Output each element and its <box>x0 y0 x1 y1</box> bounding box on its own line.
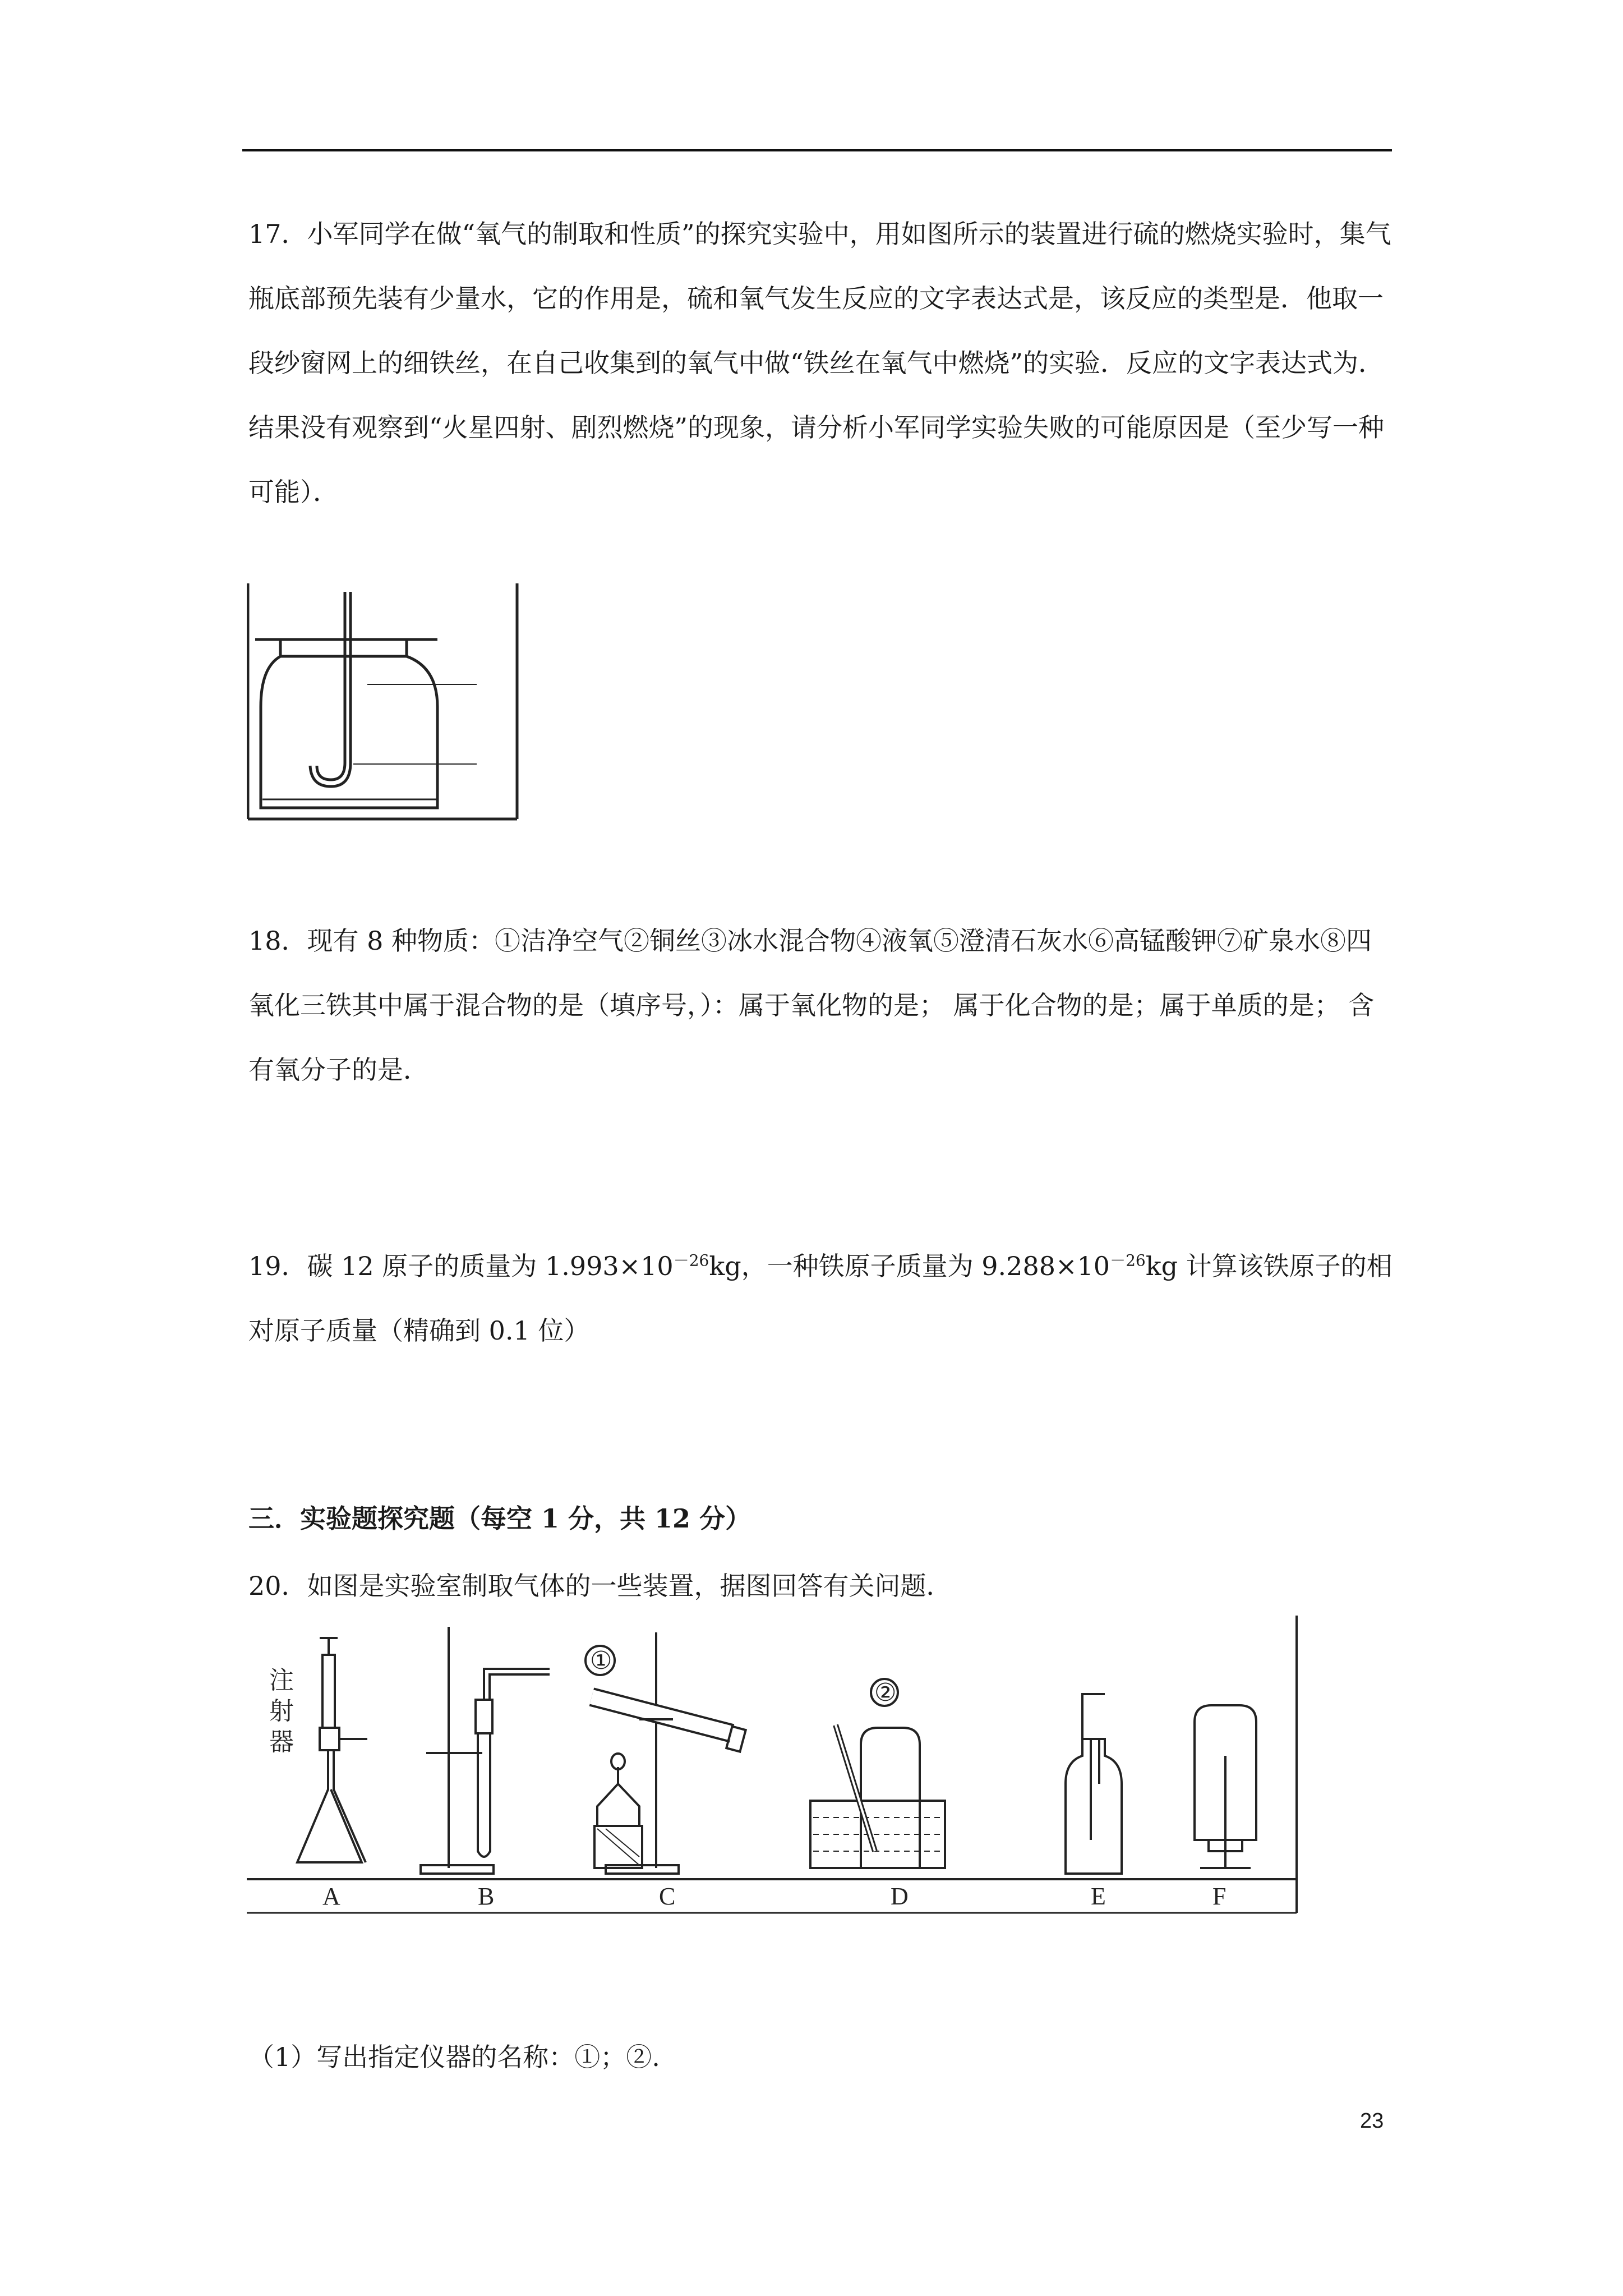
header-rule <box>242 149 1392 151</box>
q20-sub1-text-a: （1）写出指定仪器的名称：① <box>248 2042 601 2072</box>
lab-apparatus-figure <box>247 1616 1301 1918</box>
syringe-label-2: 射 <box>269 1697 294 1725</box>
apparatus-e <box>1066 1694 1122 1874</box>
q17-text-6: （至少写一种可能）． <box>248 412 1385 507</box>
q17-text-1: 17．小军同学在做“氧气的制取和性质”的探究实验中，用如图所示的装置进行硫的燃烧实验时，集气瓶底部预先装有少量水，它的作用是 <box>248 219 1391 314</box>
q17-text-5: ．结果没有观察到“火星四射、剧烈燃烧”的现象，请分析小军同学实验失败的可能原因是 <box>248 348 1385 443</box>
apparatus-d <box>810 1679 945 1868</box>
question-17 <box>248 202 1393 524</box>
q17-text-2: ，硫和氧气发生反应的文字表达式是 <box>661 283 1074 314</box>
question-20-sub-1 <box>248 2025 1393 2090</box>
q20-sub1-text-b: ；② <box>600 2042 652 2072</box>
marker-2: ② <box>874 1679 897 1706</box>
q20-sub1-text-c: . <box>652 2042 660 2072</box>
question-20-intro: 20．如图是实验室制取气体的一些装置，据图回答有关问题． <box>248 1571 952 1601</box>
q19-text-2: kg，一种铁原子质量为 9.288×10 <box>709 1251 1110 1281</box>
label-b: B <box>478 1883 495 1910</box>
q18-text-6: ． <box>403 1055 429 1085</box>
q17-text-4: ．他取一段纱窗网上的细铁丝，在自己收集到的氧气中做“铁丝在氧气中燃烧”的实验．反应的文字表达式为 <box>248 283 1384 378</box>
label-c: C <box>659 1883 676 1910</box>
q19-text-1: 19．碳 12 原子的质量为 1.993×10 <box>248 1251 674 1281</box>
label-e: E <box>1091 1883 1106 1910</box>
q18-text-3: ； 属于化合物的是 <box>919 990 1134 1020</box>
q18-text-5: ； 含有氧分子的是 <box>248 990 1375 1085</box>
label-a: A <box>322 1883 340 1910</box>
q18-text-2: （填序号，）：属于氧化物的是 <box>584 990 919 1020</box>
marker-1: ① <box>590 1647 612 1674</box>
q17-text-3: ，该反应的类型是 <box>1074 283 1280 314</box>
label-d: D <box>891 1883 909 1910</box>
q18-text-4: ；属于单质的是 <box>1133 990 1315 1020</box>
syringe-label-1: 注 <box>269 1667 294 1694</box>
apparatus-f <box>1195 1705 1256 1868</box>
question-19 <box>248 1234 1393 1363</box>
section-heading: 三．实验题探究题（每空 1 分，共 12 分） <box>248 1503 751 1534</box>
q19-text-3: kg 计算该铁原子的相对原子质量（精确到 0.1 位） <box>248 1251 1393 1346</box>
page-number: 23 <box>1360 2109 1384 2133</box>
apparatus-b <box>421 1627 550 1874</box>
label-f: F <box>1212 1883 1227 1910</box>
exponent: －26 <box>673 1251 709 1270</box>
syringe-label-3: 器 <box>269 1728 294 1756</box>
gas-bottle-figure <box>247 583 522 822</box>
exponent: －26 <box>1110 1251 1146 1270</box>
apparatus-a <box>297 1638 367 1862</box>
question-18 <box>248 909 1393 1102</box>
q18-text-1: 18．现有 8 种物质：①洁净空气②铜丝③冰水混合物④液氧⑤澄清石灰水⑥高锰酸钾⑦矿泉水⑧四氧化三铁其中属于混合物的是 <box>248 926 1372 1020</box>
